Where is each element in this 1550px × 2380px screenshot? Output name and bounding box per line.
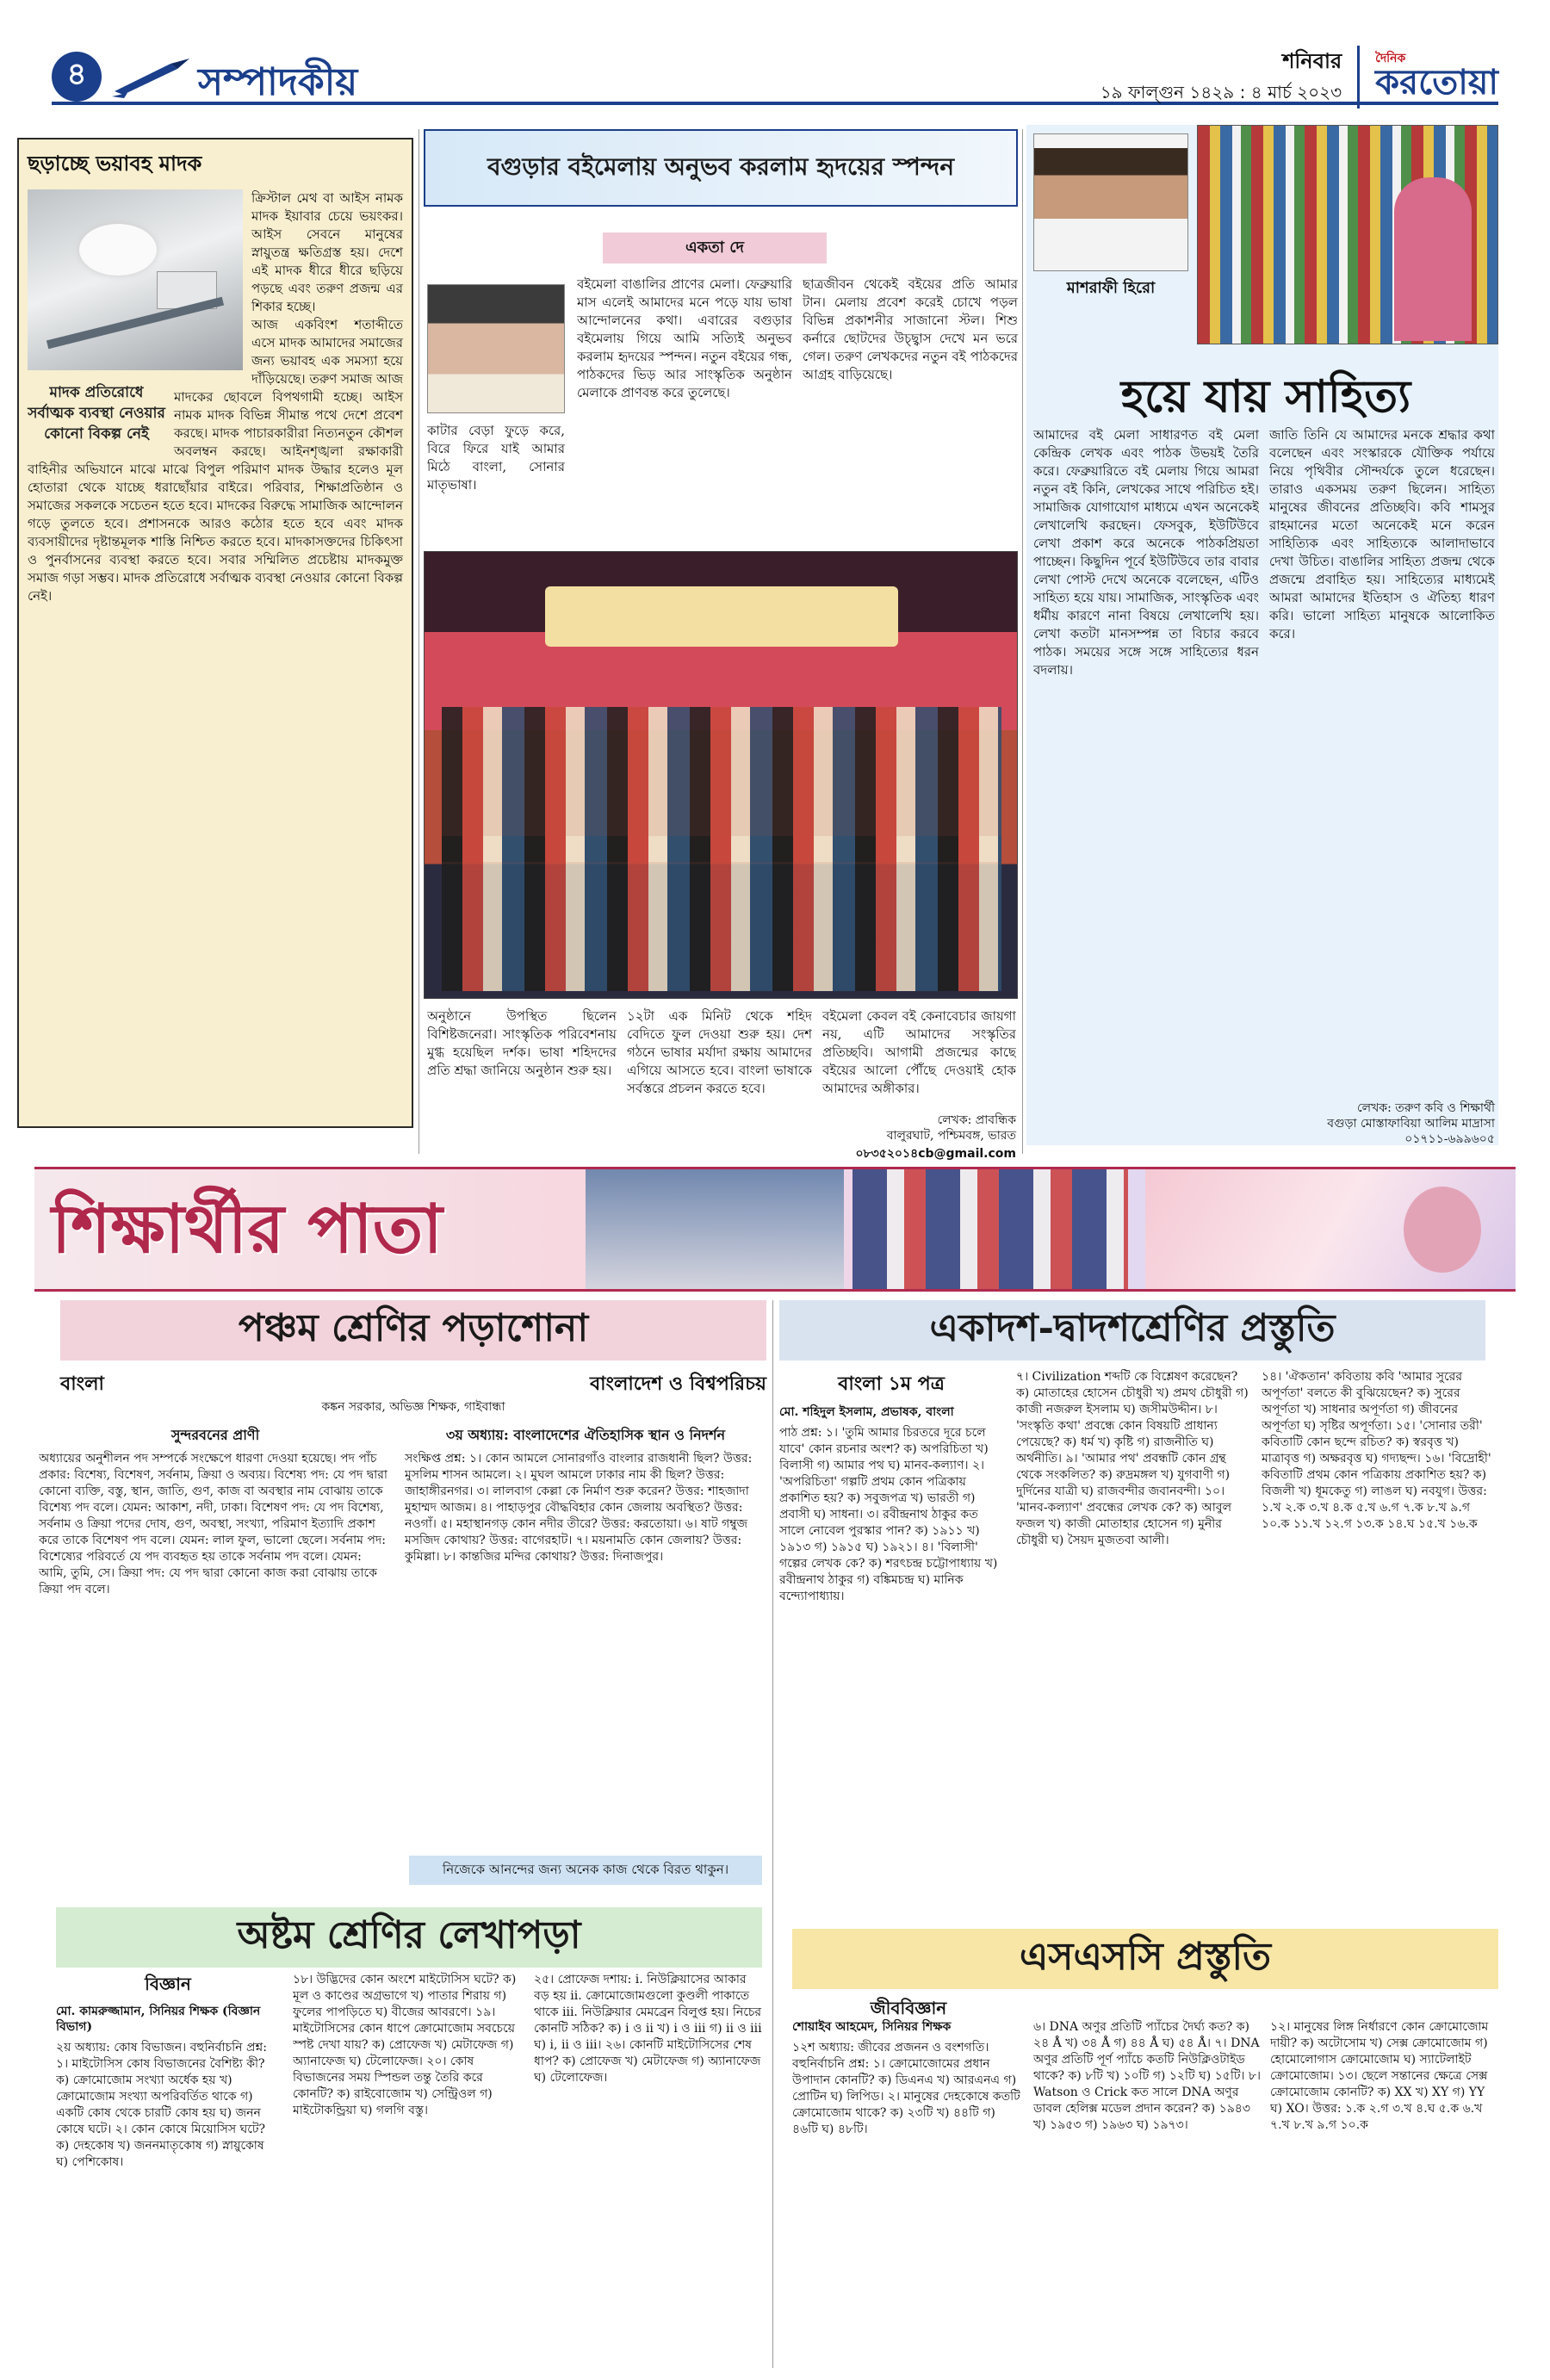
- book-fair-headline: বগুড়ার বইমেলায় অনুভব করলাম হৃদয়ের স্পন্দন: [424, 129, 1018, 207]
- section-title: সম্পাদকীয়: [198, 60, 358, 104]
- author-photo: [427, 284, 565, 413]
- class-eleven-text-a: পাঠ প্রশ্ন: ১। 'তুমি আমার চিরতরে দূরে চলে যাবে' কোন রচনার অংশ? ক) অপরিচিতা খ) বিলাসী গ) আমার পথ ঘ) মানব-কল্যাণ। ২। 'অপরিচিতা' গল্পটি প্রথম কোন পত্রিকায় প্রকাশিত হয়? ক) সবুজপত্র খ) ভারতী গ) প্রবাসী ঘ) সাধনা। ৩। রবীন্দ্রনাথ ঠাকুর কত সালে নোবেল পুরস্কার পান? ক) ১৯১১ খ) ১৯১৩ গ) ১৯১৫ ঘ) ১৯২১। ৪। 'বিলাসী' গল্পের লেখক কে? ক) শরৎচন্দ্র চট্টোপাধ্যায় খ) রবীন্দ্রনাথ ঠাকুর গ) বঙ্কিমচন্দ্র ঘ) মানিক বন্দ্যোপাধ্যায়।: [779, 1426, 998, 1603]
- event-banner-shape: [545, 586, 898, 647]
- page-number: ৪: [52, 52, 102, 102]
- book-fair-col-b: বইমেলা বাঙালির প্রাণের মেলা। ফেব্রুয়ারি মাস এলেই আমাদের মনে পড়ে যায় ভাষা আন্দোলনের কথা। এবারের বগুড়ার বইমেলায় গিয়ে আমি সত্যিই অনুভব করলাম হৃদয়ের স্পন্দন। নতুন বইয়ের গন্ধ, পাঠকদের ভিড় আর সাংস্কৃতিক অনুষ্ঠান মেলাকে প্রাণবন্ত করে তুলেছে।: [577, 276, 792, 400]
- ssc-subject: জীববিজ্ঞান: [870, 1998, 947, 2018]
- student-photo-1: [586, 1169, 844, 1292]
- ssc-col-c: [1270, 2019, 1498, 2364]
- book-fair-col-f: বইমেলা কেবল বই কেনাবেচার জায়গা নয়, এটি আমাদের সংস্কৃতির প্রতিচ্ছবি। আগামী প্রজন্মের কাছে বইয়ের আলো পৌঁছে দেওয়াই হোক আমাদের অঙ্গীকার।: [822, 1008, 1016, 1096]
- class-eight-text-b: ১৮। উদ্ভিদের কোন অংশে মাইটোসিস ঘটে? ক) মূল ও কাণ্ডের অগ্রভাগে খ) পাতার শিরায় গ) ফুলের পাপড়িতে ঘ) বীজের আবরণে। ১৯। মাইটোসিসের কোন ধাপে ক্রোমোজোম সবচেয়ে স্পষ্ট দেখা যায়? ক) প্রোফেজ খ) মেটাফেজ গ) অ্যানাফেজ ঘ) টেলোফেজ। ২০। কোষ বিভাজনের সময় স্পিন্ডল তন্তু তৈরি করে কোনটি? ক) রাইবোজোম খ) সেন্ট্রিওল গ) মাইটোকন্ড্রিয়া ঘ) গলগি বস্তু।: [293, 1973, 517, 2117]
- ssc-text-b: ৬। DNA অণুর প্রতিটি প্যাঁচের দৈর্ঘ্য কত? ক) ২৪ Å খ) ৩৪ Å গ) ৪৪ Å ঘ) ৫৪ Å। ৭। DNA অণুর প্রতিটি পূর্ণ প্যাঁচে কতটি নিউক্লিওটাইড থাকে? ক) ৮টি খ) ১০টি গ) ১২টি ঘ) ১৫টি। ৮। Watson ও Crick কত সালে DNA অণুর ডাবল হেলিক্স মডেল প্রদান করেন? ক) ১৯৪৩ খ) ১৯৫৩ গ) ১৯৬৩ ঘ) ১৯৭৩।: [1033, 2020, 1262, 2132]
- ssc-col-a: [792, 2019, 1025, 2364]
- class-five-left-text: অধ্যায়ের অনুশীলন পদ সম্পর্কে সংক্ষেপে ধারণা দেওয়া হয়েছে। পদ পাঁচ প্রকার: বিশেষ্য, বিশেষণ, সর্বনাম, ক্রিয়া ও অব্যয়। বিশেষ্য পদ: যে পদ দ্বারা কোনো ব্যক্তি, বস্তু, স্থান, জাতি, গুণ, কাজ বা অবস্থার নাম বোঝায় তাকে বিশেষ্য পদ বলে। যেমন: আকাশ, নদী, ঢাকা। বিশেষণ পদ: যে পদ বিশেষ্য, সর্বনাম ও ক্রিয়া পদের দোষ, গুণ, অবস্থা, সংখ্যা, পরিমাণ ইত্যাদি প্রকাশ করে তাকে বিশেষণ পদ বলে। যেমন: লাল ফুল, ভালো ছেলে। সর্বনাম পদ: বিশেষ্যের পরিবর্তে যে পদ ব্যবহৃত হয় তাকে সর্বনাম পদ বলে। যেমন: আমি, তুমি, সে। ক্রিয়া পদ: যে পদ দ্বারা কোনো কাজ করা বোঝায় তাকে ক্রিয়া পদ বলে।: [39, 1452, 388, 1596]
- reader-shape: [1394, 177, 1472, 341]
- class-eleven-subject: বাংলা ১ম পত্র: [838, 1373, 945, 1395]
- literature-byline-place: বগুড়া মোস্তাফাবিয়া আলিম মাদ্রাসা: [1327, 1117, 1495, 1131]
- masthead-right: [1100, 48, 1498, 102]
- byline-label: লেখক: প্রাবন্ধিক: [937, 1113, 1016, 1127]
- class-eight-text-a: ২য় অধ্যায়: কোষ বিভাজন। বহুনির্বাচনি প্রশ্ন: ১। মাইটোসিস কোষ বিভাজনের বৈশিষ্ট্য কী? ক) ক্রোমোজোম সংখ্যা অর্ধেক হয় খ) ক্রোমোজোম সংখ্যা অপরিবর্তিত থাকে গ) একটি কোষ থেকে চারটি কোষ হয় ঘ) জনন কোষে ঘটে। ২। কোন কোষে মিয়োসিস ঘটে? ক) দেহকোষ খ) জননমাতৃকোষ গ) স্নায়ুকোষ ঘ) পেশিকোষ।: [56, 2041, 267, 2169]
- book-fair-byline: [822, 1113, 1016, 1164]
- drug-pullquote: মাদক প্রতিরোধে সর্বাত্মক ব্যবস্থা নেওয়ার কোনো বিকল্প নেই: [28, 384, 165, 443]
- date-full: ১৯ ফাল্গুন ১৪২৯ : ৪ মার্চ ২০২৩: [1100, 81, 1342, 102]
- class-eleven-col-c: [1262, 1369, 1494, 1886]
- powder-shape: [79, 224, 157, 276]
- class-five-teacher: কঙ্কন সরকার, অভিজ্ঞ শিক্ষক, গাইবান্ধা: [321, 1400, 505, 1414]
- class-five-header: পঞ্চম শ্রেণির পড়াশোনা: [60, 1300, 766, 1360]
- student-page-title: শিক্ষার্থীর পাতা: [52, 1190, 443, 1268]
- class-eleven-header: একাদশ-দ্বাদশশ্রেণির প্রস্তুতি: [779, 1300, 1485, 1360]
- class-five-right-text: সংক্ষিপ্ত প্রশ্ন: ১। কোন আমলে সোনারগাঁও বাংলার রাজধানী ছিল? উত্তর: মুসলিম শাসন আমলে। ২। মুঘল আমলে ঢাকার নাম কী ছিল? উত্তর: জাহাঙ্গীরনগর। ৩। লালবাগ কেল্লা কে নির্মাণ শুরু করেন? উত্তর: শাহজাদা মুহাম্মদ আজম। ৪। পাহাড়পুর বৌদ্ধবিহার কোন জেলায় অবস্থিত? উত্তর: নওগাঁ। ৫। মহাস্থানগড় কোন নদীর তীরে? উত্তর: করতোয়া। ৬। ষাট গম্বুজ মসজিদ কোথায়? উত্তর: বাগেরহাট। ৭। ময়নামতি কোন জেলায়? উত্তর: কুমিল্লা। ৮। কান্তজির মন্দির কোথায়? উত্তর: দিনাজপুর।: [405, 1452, 753, 1564]
- syringe-shape: [46, 297, 224, 350]
- book-fair-author: একতা দে: [603, 232, 827, 263]
- class-five-right: [405, 1421, 766, 1890]
- book-stall-photo: [1197, 125, 1498, 344]
- drug-article: [17, 138, 413, 1128]
- student-photo-3: [1145, 1169, 1516, 1292]
- student-page-banner: [34, 1167, 1516, 1292]
- drug-article-intro: ক্রিস্টাল মেথ বা আইস নামক মাদক ইয়াবার চেয়ে ভয়ংকর। আইস সেবনে মানুষের স্নায়ুতন্ত্র ক্ষতিগ্রস্ত হয়। দেশে এই মাদক ধীরে ধীরে ছড়িয়ে পড়ছে এবং তরুণ প্রজন্ম এর শিকার হচ্ছে।: [251, 190, 403, 314]
- crowd-row-front: [442, 836, 1001, 991]
- class-eight-col-b: [293, 1972, 521, 2364]
- drug-article-title: ছড়াচ্ছে ভয়াবহ মাদক: [28, 152, 202, 176]
- class-five-left-heading: সুন্দরবনের প্রাণী: [170, 1427, 260, 1443]
- date-block: [1100, 46, 1360, 108]
- ssc-text-a: ১২শ অধ্যায়: জীবের প্রজনন ও বংশগতি। বহুনির্বাচনি প্রশ্ন: ১। ক্রোমোজোমের প্রধান উপাদান কোনটি? ক) ডিএনএ খ) আরএনএ গ) প্রোটিন ঘ) লিপিড। ২। মানুষের দেহকোষে কতটি ক্রোমোজোম থাকে? ক) ২৩টি খ) ৪৪টি গ) ৪৬টি ঘ) ৪৮টি।: [792, 2041, 1020, 2136]
- class-eleven-col-a: [779, 1369, 1003, 1886]
- student-photo-2: [852, 1169, 1128, 1292]
- book-fair-col-c: ছাত্রজীবন থেকেই বইয়ের প্রতি আমার টান। মেলায় প্রবেশ করেই চোখে পড়ল বিভিন্ন প্রকাশনীর সাজানো স্টল। শিশু কর্নারে ছোটদের উচ্ছ্বাস দেখে মন ভরে গেল। তরুণ লেখকদের নতুন বই পাঠকদের আগ্রহ বাড়িয়েছে।: [803, 276, 1018, 382]
- byline-place: বালুরঘাট, পশ্চিমবঙ্গ, ভারত: [886, 1129, 1016, 1143]
- class-eleven-text-b: ৭। Civilization শব্দটি কে বিশ্লেষণ করেছেন? ক) মোতাহের হোসেন চৌধুরী খ) প্রমথ চৌধুরী গ) কাজী নজরুল ইসলাম ঘ) জসীমউদ্দীন। ৮। 'সংস্কৃতি কথা' প্রবন্ধে কোন বিষয়টি প্রাধান্য পেয়েছে? ক) ধর্ম খ) কৃষ্টি গ) রাজনীতি ঘ) অর্থনীতি। ৯। 'আমার পথ' প্রবন্ধটি কোন গ্রন্থ থেকে সংকলিত? ক) রুদ্রমঙ্গল খ) যুগবাণী গ) দুর্দিনের যাত্রী ঘ) রাজবন্দীর জবানবন্দী। ১০। 'মানব-কল্যাণ' প্রবন্ধের লেখক কে? ক) আবুল ফজল খ) কাজী মোতাহার হোসেন গ) মুনীর চৌধুরী ঘ) সৈয়দ মুজতবা আলী।: [1016, 1370, 1249, 1547]
- class-five-note: নিজেকে আনন্দের জন্য অনেক কাজ থেকে বিরত থাকুন।: [409, 1856, 762, 1885]
- literature-col-a: আমাদের বই মেলা সাধারণত বই মেলা কেন্দ্রিক লেখক এবং পাঠক উভয়ই তৈরি করে। ফেব্রুয়ারিতে বই মেলায় গিয়ে আমরা নতুন বই কিনি, লেখকের সাথে পরিচিত হই। সামাজিক যোগাযোগ মাধ্যমে এখন অনেকেই লেখালেখি করছেন। ফেসবুক, ইউটিউবে লেখা প্রকাশ করে অনেকে পাঠকপ্রিয়তা পাচ্ছেন। কিছুদিন পূর্বে ইউটিউবে তার বাবার লেখা পোস্ট দেখে অনেকে বলেছেন, এটিও সাহিত্য হয়ে যায়। সামাজিক, সাংস্কৃতিক এবং ধর্মীয় কারণে নানা বিষয়ে লেখালেখি হয়। লেখা কতটা মানসম্পন্ন তা বিচার করবে পাঠক। সময়ের সঙ্গে সঙ্গে সাহিত্যের ধরন বদলায়।: [1033, 427, 1259, 678]
- paper-logo[interactable]: [1375, 53, 1498, 101]
- profile-photo: [1033, 133, 1188, 271]
- literature-byline: [1269, 1100, 1495, 1147]
- pen-icon: [110, 57, 196, 100]
- class-five-subject-left: বাংলা: [60, 1373, 104, 1395]
- class-eleven-teacher: মো. শহিদুল ইসলাম, প্রভাষক, বাংলা: [779, 1405, 954, 1419]
- class-eight-text-c: ২৫। প্রোফেজ দশায়: i. নিউক্লিয়াসের আকার বড় হয় ii. ক্রোমোজোমগুলো কুণ্ডলী পাকাতে থাকে iii. নিউক্লিয়ার মেমব্রেন বিলুপ্ত হয়। নিচের কোনটি সঠিক? ক) i ও ii খ) i ও iii গ) ii ও iii ঘ) i, ii ও iii। ২৬। কোনটি মাইটোসিসের শেষ ধাপ? ক) প্রোফেজ খ) মেটাফেজ গ) অ্যানাফেজ ঘ) টেলোফেজ।: [534, 1973, 762, 2085]
- column-divider: [418, 129, 419, 1154]
- class-five-right-heading: ৩য় অধ্যায়: বাংলাদেশের ঐতিহাসিক স্থান ও নিদর্শন: [445, 1427, 726, 1443]
- paper-tag: দৈনিক: [1375, 52, 1406, 65]
- class-five-left: [39, 1421, 392, 1890]
- book-fair-col-e: ১২টা এক মিনিট থেকে শহিদ বেদিতে ফুল দেওয়া শুরু হয়। দেশ গঠনে ভাষার মর্যাদা রক্ষায় আমাদের এগিয়ে আসতে হবে। বাংলা ভাষাকে সর্বস্তরে প্রচলন করতে হবে।: [627, 1008, 812, 1096]
- event-photo: [424, 551, 1018, 999]
- class-eight-col-a: [56, 1972, 280, 2364]
- column-divider: [772, 1300, 773, 2368]
- ssc-teacher: শোয়াইব আহমেদ, সিনিয়র শিক্ষক: [792, 2020, 952, 2034]
- class-eight-teacher: মো. কামরুজ্জামান, সিনিয়র শিক্ষক (বিজ্ঞান বিভাগ): [56, 2005, 261, 2034]
- column-divider: [1022, 129, 1023, 1154]
- literature-headline: হয়ে যায় সাহিত্য: [1120, 370, 1411, 423]
- byline-email[interactable]: ০৮৩৫২০১৪cb@gmail.com: [855, 1147, 1016, 1161]
- drug-article-body: আজ একবিংশ শতাব্দীতে এসে মাদক আমাদের সমাজের জন্য ভয়াবহ এক সমস্যা হয়ে দাঁড়িয়েছে। তরুণ সমাজ আজ মাদকের ছোবলে বিপথগামী হচ্ছে। আইস নামক মাদক বিভিন্ন সীমান্ত পথে দেশে প্রবেশ করছে। মাদক পাচারকারীরা নিত্যনতুন কৌশল অবলম্বন করছে। আইনশৃঙ্খলা রক্ষাকারী বাহিনীর অভিযানে মাঝে মাঝে বিপুল পরিমাণ মাদক উদ্ধার হলেও মূল হোতারা থেকে যাচ্ছে ধরাছোঁয়ার বাইরে। পরিবার, শিক্ষাপ্রতিষ্ঠান ও সমাজের সকলকে সচেতন হতে হবে। মাদকের বিরুদ্ধে সামাজিক আন্দোলন গড়ে তুলতে হবে। প্রশাসনকে আরও কঠোর হতে হবে এবং মাদক ব্যবসায়ীদের দৃষ্টান্তমূলক শাস্তি নিশ্চিত করতে হবে। মাদকাসক্তদের চিকিৎসা ও পুনর্বাসনের ব্যবস্থা করতে হবে। সবার সম্মিলিত প্রচেষ্টায় মাদকমুক্ত সমাজ গড়া সম্ভব। মাদক প্রতিরোধে সর্বাত্মক ব্যবস্থা নেওয়ার কোনো বিকল্প নেই।: [28, 317, 403, 604]
- literature-byline-label: লেখক: তরুণ কবি ও শিক্ষার্থী: [1357, 1101, 1495, 1115]
- book-fair-col-d: অনুষ্ঠানে উপস্থিত ছিলেন বিশিষ্টজনেরা। সাংস্কৃতিক পরিবেশনায় মুগ্ধ হয়েছিল দর্শক। ভাষা শহিদদের প্রতি শ্রদ্ধা জানিয়ে অনুষ্ঠান শুরু হয়।: [427, 1008, 617, 1078]
- masthead: [52, 48, 1498, 105]
- class-eleven-text-c: ১৪। 'ঐকতান' কবিতায় কবি 'আমার সুরের অপূর্ণতা' বলতে কী বুঝিয়েছেন? ক) সুরের অপূর্ণতা খ) সাধনার অপূর্ণতা গ) জীবনের অপূর্ণতা ঘ) সৃষ্টির অপূর্ণতা। ১৫। 'সোনার তরী' কবিতাটি কোন ছন্দে রচিত? ক) স্বরবৃত্ত খ) মাত্রাবৃত্ত গ) অক্ষরবৃত্ত ঘ) গদ্যছন্দ। ১৬। 'বিদ্রোহী' কবিতাটি প্রথম কোন পত্রিকায় প্রকাশিত হয়? ক) বিজলী খ) ধূমকেতু গ) লাঙল ঘ) নবযুগ। উত্তর: ১.খ ২.ক ৩.খ ৪.ক ৫.খ ৬.গ ৭.ক ৮.খ ৯.গ ১০.ক ১১.খ ১২.গ ১৩.ক ১৪.ঘ ১৫.খ ১৬.ক: [1262, 1370, 1491, 1531]
- book-fair-col-a: কাটার বেড়া ফুড়ে করে, বিরে ফিরে যাই আমার মিঠে বাংলা, সোনার মাতৃভাষা।: [427, 423, 565, 493]
- class-five-subject-right: বাংলাদেশ ও বিশ্বপরিচয়: [589, 1373, 766, 1395]
- owl-icon: [1404, 1187, 1481, 1273]
- literature-col-b: জাতি তিনি যে আমাদের মনকে শ্রদ্ধার কথা বলেছেন এবং সংস্কারকে যৌক্তিক পর্যায়ে নিয়ে পৃথিবীর সৌন্দর্যকে তুলে ধরেছেন। তারাও একসময় তরুণ ছিলেন। সাহিত্য মানুষের জীবনের প্রতিচ্ছবি। কবি শামসুর রাহমানের মতো অনেকেই মনে করেন সাহিত্যিক এবং সাহিত্যকে আলাদাভাবে দেখা উচিত। বাঙালির সাহিত্য প্রজন্ম থেকে প্রজন্মে প্রবাহিত হয়। সাহিত্যের মাধ্যমেই আমরা আমাদের ইতিহাস ও ঐতিহ্য ধারণ করি। ভালো সাহিত্য মানুষকে আলোকিত করে।: [1269, 427, 1495, 641]
- ssc-text-c: ১২। মানুষের লিঙ্গ নির্ধারণে কোন ক্রোমোজোম দায়ী? ক) অটোসোম খ) সেক্স ক্রোমোজোম গ) হোমোলোগাস ক্রোমোজোম ঘ) স্যাটেলাইট ক্রোমোজোম। ১৩। ছেলে সন্তানের ক্ষেত্রে সেক্স ক্রোমোজোম কোনটি? ক) XX খ) XY গ) YY ঘ) XO। উত্তর: ১.ক ২.গ ৩.খ ৪.ঘ ৫.ক ৬.খ ৭.খ ৮.খ ৯.গ ১০.ক: [1270, 2020, 1489, 2132]
- literature-author: মাশরাফী হিরো: [1066, 279, 1156, 297]
- class-eight-subject: বিজ্ঞান: [145, 1974, 191, 1994]
- class-eight-col-c: [534, 1972, 762, 2364]
- class-eleven-col-b: [1016, 1369, 1249, 1886]
- date-day: শনিবার: [1282, 48, 1342, 73]
- ssc-col-b: [1033, 2019, 1262, 2364]
- drug-photo: [28, 189, 243, 370]
- ssc-header: এসএসসি প্রস্তুতি: [792, 1929, 1498, 1989]
- literature-byline-phone: ০১৭১১-৬৯৯৬০৫: [1404, 1132, 1495, 1146]
- paper-name: করতোয়া: [1375, 62, 1498, 102]
- class-eight-header: অষ্টম শ্রেণির লেখাপড়া: [56, 1907, 762, 1968]
